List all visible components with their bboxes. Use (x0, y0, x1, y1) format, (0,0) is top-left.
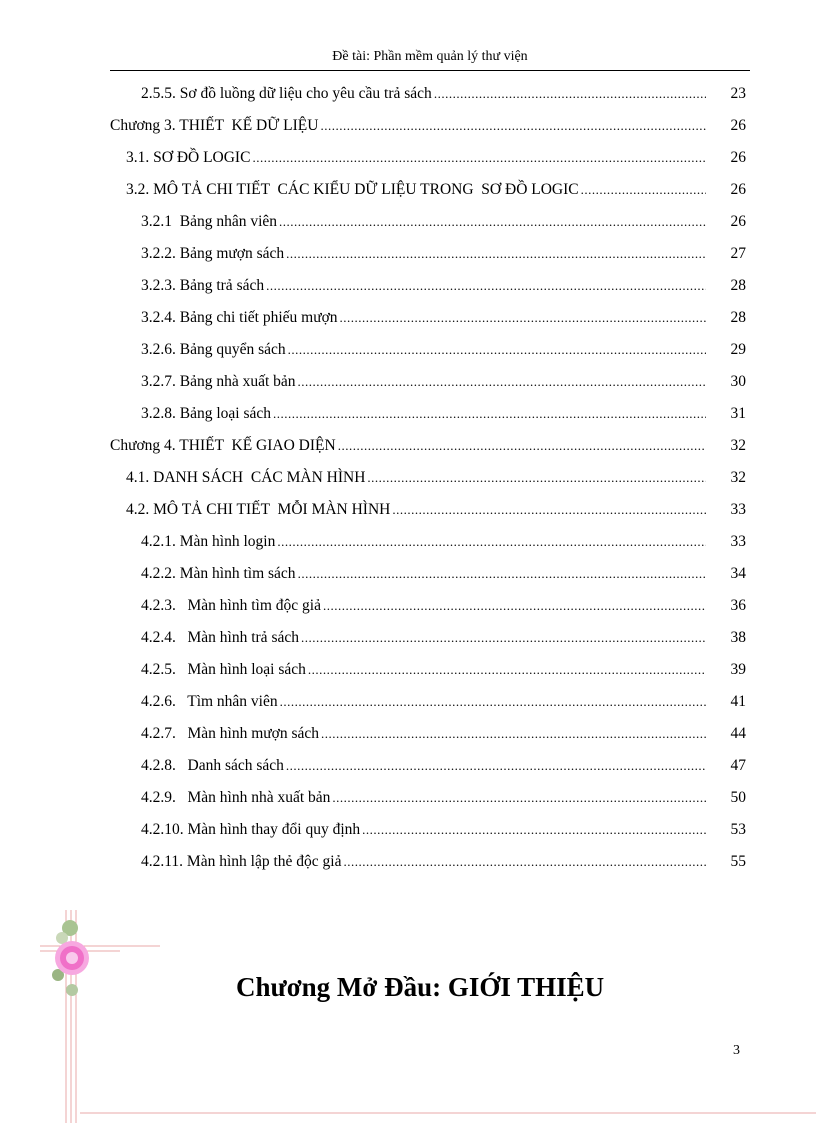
toc-entry-label: 3.2.8. Bảng loại sách (141, 405, 272, 422)
toc-entry-label: 4.2.7. Màn hình mượn sách (141, 725, 320, 742)
toc-entry-label: 4.1. DANH SÁCH CÁC MÀN HÌNH (126, 469, 366, 486)
toc-entry (141, 80, 746, 104)
toc-entry (126, 176, 746, 200)
toc-entry-page: 33 (730, 501, 746, 518)
toc-leader-dots (340, 308, 706, 328)
toc-entry (141, 304, 746, 328)
header-rule (110, 70, 750, 71)
toc-leader-dots (288, 340, 706, 360)
toc-entry-label: 4.2. MÔ TẢ CHI TIẾT MỖI MÀN HÌNH (126, 501, 391, 518)
toc-leader-dots (298, 564, 706, 584)
toc-entry (141, 592, 746, 616)
toc-entry-label: 4.2.3. Màn hình tìm độc giả (141, 597, 321, 614)
toc-entry-label: 4.2.2. Màn hình tìm sách (141, 565, 296, 582)
toc-leader-dots (286, 756, 706, 776)
toc-leader-dots (321, 724, 706, 744)
flower-icon (52, 920, 89, 996)
toc-leader-dots (273, 404, 706, 424)
toc-entry (141, 656, 746, 680)
toc-entry-page: 53 (730, 821, 746, 838)
toc-entry (110, 432, 746, 456)
toc-entry (141, 208, 746, 232)
toc-entry-page: 44 (730, 725, 746, 742)
toc-leader-dots (320, 116, 706, 136)
toc-entry-label: 4.2.10. Màn hình thay đổi quy định (141, 821, 361, 838)
toc-leader-dots (308, 660, 706, 680)
toc-entry-page: 47 (730, 757, 746, 774)
page-number: 3 (733, 1043, 740, 1058)
toc-entry (141, 752, 746, 776)
toc-entry-label: 3.2.6. Bảng quyển sách (141, 341, 286, 358)
toc-entry-label: 3.2.7. Bảng nhà xuất bản (141, 373, 296, 390)
toc-leader-dots (338, 436, 706, 456)
toc-entry-page: 23 (730, 85, 746, 102)
toc-entry-label: Chương 3. THIẾT KẾ DỮ LIỆU (110, 117, 319, 134)
toc-entry-page: 30 (730, 373, 746, 390)
toc-entry-page: 26 (730, 149, 746, 166)
toc-leader-dots (323, 596, 706, 616)
toc-leader-dots (277, 532, 706, 552)
toc-entry-page: 31 (730, 405, 746, 422)
toc-entry-label: 3.2. MÔ TẢ CHI TIẾT CÁC KIỂU DỮ LIỆU TRONG SƠ ĐỒ LOGIC (126, 181, 579, 198)
toc-entry-page: 28 (730, 309, 746, 326)
toc-entry (141, 400, 746, 424)
toc-entry-page: 41 (730, 693, 746, 710)
toc-entry (126, 464, 746, 488)
toc-entry (141, 560, 746, 584)
toc-entry-page: 34 (730, 565, 746, 582)
toc-entry-label: 3.2.1 Bảng nhân viên (141, 213, 278, 230)
toc-entry (141, 336, 746, 360)
toc-entry-label: 4.2.8. Danh sách sách (141, 757, 284, 774)
toc-leader-dots (286, 244, 706, 264)
toc-entry-label: 4.2.6. Tìm nhân viên (141, 693, 278, 710)
toc-entry-label: 3.2.4. Bảng chi tiết phiếu mượn (141, 309, 338, 326)
toc-leader-dots (392, 500, 706, 520)
toc-entry-label: 4.2.9. Màn hình nhà xuất bản (141, 789, 331, 806)
toc-leader-dots (252, 148, 706, 168)
toc-entry-page: 32 (730, 469, 746, 486)
toc-entry (141, 624, 746, 648)
toc-entry-page: 55 (730, 853, 746, 870)
toc-entry (141, 816, 746, 840)
toc-entry-page: 26 (730, 213, 746, 230)
toc-leader-dots (362, 820, 706, 840)
toc-entry-page: 29 (730, 341, 746, 358)
toc-entry (141, 784, 746, 808)
toc-entry-page: 27 (730, 245, 746, 262)
page-header: Đề tài: Phần mềm quản lý thư viện (332, 49, 528, 64)
toc-entry-page: 28 (730, 277, 746, 294)
toc-leader-dots (581, 180, 706, 200)
toc-leader-dots (332, 788, 706, 808)
toc-entry (141, 720, 746, 744)
toc-entry (141, 688, 746, 712)
toc-entry (126, 496, 746, 520)
toc-leader-dots (343, 852, 706, 872)
toc-entry-label: Chương 4. THIẾT KẾ GIAO DIỆN (110, 437, 336, 454)
toc-leader-dots (280, 692, 706, 712)
toc-entry-page: 26 (730, 117, 746, 134)
toc-entry-label: 4.2.5. Màn hình loại sách (141, 661, 306, 678)
toc-entry-page: 26 (730, 181, 746, 198)
toc-entry-label: 2.5.5. Sơ đồ luồng dữ liệu cho yêu cầu trả sách (141, 85, 432, 102)
toc-entry-label: 3.2.3. Bảng trả sách (141, 277, 265, 294)
toc-entry (141, 528, 746, 552)
toc-entry (141, 368, 746, 392)
toc-entry-label: 3.2.2. Bảng mượn sách (141, 245, 285, 262)
toc-entry (110, 112, 746, 136)
toc-entry (141, 848, 746, 872)
toc-entry-page: 38 (730, 629, 746, 646)
chapter-title: Chương Mở Đầu: GIỚI THIỆU (236, 972, 605, 1002)
toc-leader-dots (298, 372, 706, 392)
toc-entry-label: 4.2.4. Màn hình trả sách (141, 629, 299, 646)
toc-leader-dots (434, 84, 706, 104)
toc-entry-page: 39 (730, 661, 746, 678)
toc-leader-dots (266, 276, 706, 296)
toc-leader-dots (301, 628, 706, 648)
toc-entry-page: 36 (730, 597, 746, 614)
toc-leader-dots (367, 468, 706, 488)
toc-entry-label: 4.2.11. Màn hình lập thẻ độc giả (141, 853, 342, 870)
toc-entry (141, 240, 746, 264)
toc-entry-page: 32 (730, 437, 746, 454)
toc-entry-page: 33 (730, 533, 746, 550)
toc-entry-page: 50 (730, 789, 746, 806)
toc-entry (141, 272, 746, 296)
toc-entry-label: 4.2.1. Màn hình login (141, 533, 276, 550)
toc-entry-label: 3.1. SƠ ĐỒ LOGIC (126, 149, 251, 166)
toc-leader-dots (279, 212, 706, 232)
toc-entry (126, 144, 746, 168)
